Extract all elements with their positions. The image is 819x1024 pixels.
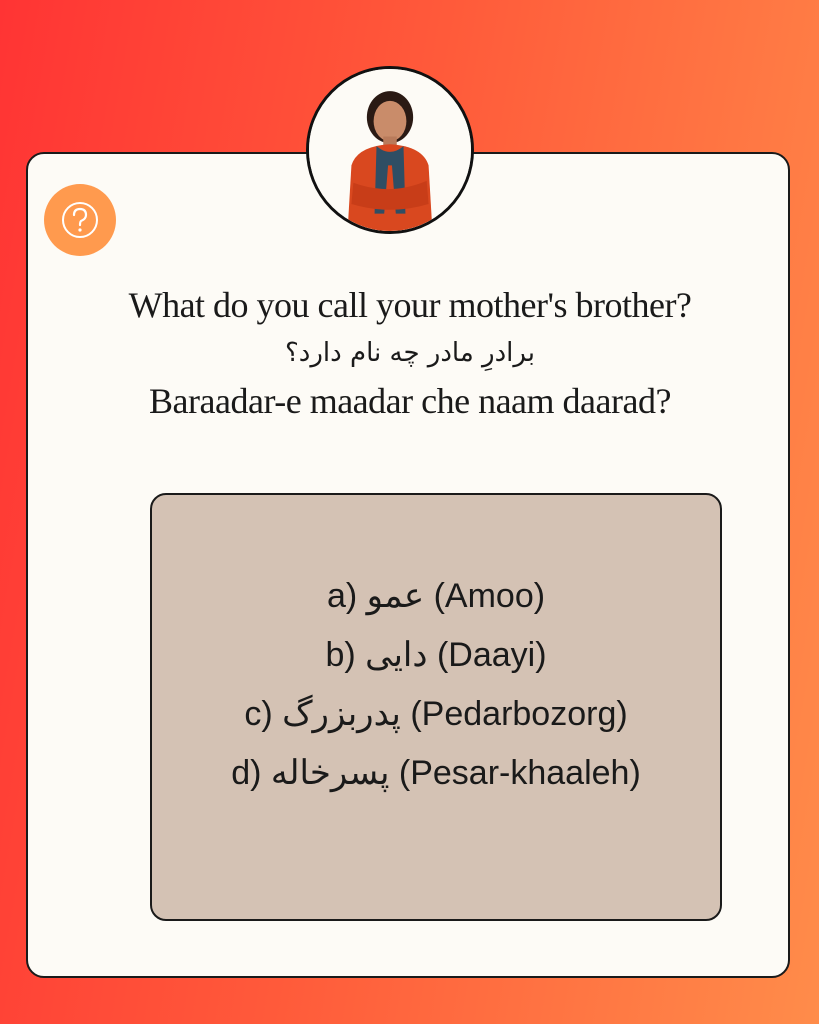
question-persian: برادرِ مادر چه نام دارد؟ bbox=[285, 338, 535, 368]
options-box bbox=[150, 493, 722, 921]
option-b[interactable]: b) دایی (Daayi) bbox=[325, 636, 547, 674]
option-a[interactable]: a) عمو (Amoo) bbox=[326, 577, 546, 615]
option-d[interactable]: d) پسرخاله (Pesar-khaaleh) bbox=[231, 754, 641, 792]
options-list bbox=[152, 567, 720, 803]
question-block bbox=[40, 280, 780, 426]
question-mark-icon bbox=[60, 200, 100, 240]
avatar bbox=[306, 66, 474, 234]
question-english: What do you call your mother's brother? bbox=[128, 285, 692, 325]
person-portrait bbox=[309, 69, 471, 231]
question-badge bbox=[44, 184, 116, 256]
option-c[interactable]: c) پدربزرگ (Pedarbozorg) bbox=[244, 695, 628, 733]
question-transliteration: Baraadar-e maadar che naam daarad? bbox=[149, 381, 671, 421]
